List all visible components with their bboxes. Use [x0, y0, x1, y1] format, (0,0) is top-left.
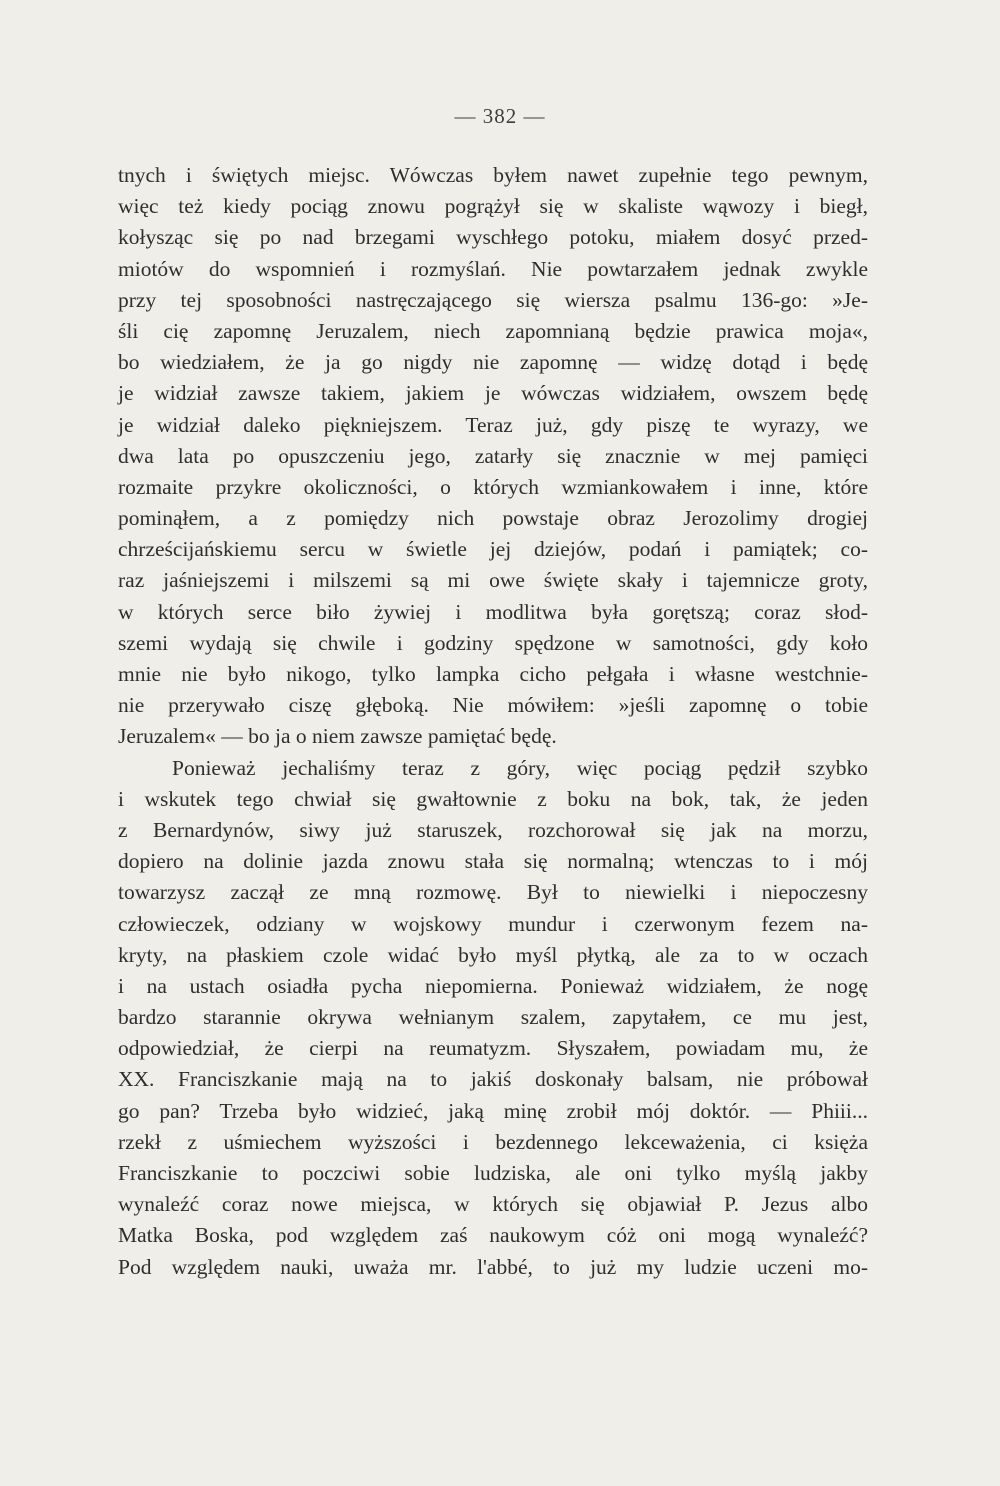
- text-line: szemi wydają się chwile i godziny spędzone w samotności, gdy koło: [118, 630, 868, 655]
- text-line: Jeruzalem« — bo ja o niem zawsze pamiętać będę.: [118, 724, 557, 749]
- paragraph: [118, 160, 868, 753]
- text-line: je widział zawsze takiem, jakiem je wówczas widziałem, owszem będę: [118, 381, 868, 406]
- paragraph: [118, 753, 868, 1283]
- text-line: w których serce biło żywiej i modlitwa była gorętszą; coraz słod-: [118, 599, 868, 624]
- text-line: chrześcijańskiemu sercu w świetle jej dziejów, podań i pamiątek; co-: [118, 537, 868, 562]
- text-line: raz jaśniejszemi i milszemi są mi owe święte skały i tajemnicze groty,: [118, 568, 868, 593]
- body-text: [118, 160, 868, 1283]
- text-line: kołysząc się po nad brzegami wyschłego potoku, miałem dosyć przed-: [118, 225, 868, 250]
- text-line: kryty, na płaskiem czole widać było myśl płytką, ale za to w oczach: [118, 942, 868, 967]
- text-line: odpowiedział, że cierpi na reumatyzm. Słyszałem, powiadam mu, że: [118, 1036, 868, 1061]
- text-line: bo wiedziałem, że ja go nigdy nie zapomnę — widzę dotąd i będę: [118, 350, 868, 375]
- text-line: pominąłem, a z pomiędzy nich powstaje obraz Jerozolimy drogiej: [118, 506, 868, 531]
- text-line: mnie nie było nikogo, tylko lampka cicho pełgała i własne westchnie-: [118, 662, 868, 686]
- text-line: śli cię zapomnę Jeruzalem, niech zapomnianą będzie prawica moja«,: [118, 318, 868, 343]
- text-line: Ponieważ jechaliśmy teraz z góry, więc pociąg pędził szybko: [172, 755, 868, 780]
- text-line: i na ustach osiadła pycha niepomierna. Ponieważ widziałem, że nogę: [118, 973, 868, 998]
- text-line: je widział daleko piękniejszem. Teraz już, gdy piszę te wyrazy, we: [118, 412, 868, 437]
- text-line: i wskutek tego chwiał się gwałtownie z boku na bok, tak, że jeden: [118, 786, 868, 811]
- text-line: rzekł z uśmiechem wyższości i bezdennego lekceważenia, ci księża: [118, 1129, 868, 1154]
- text-line: rozmaite przykre okoliczności, o których wzmiankowałem i inne, które: [118, 474, 868, 499]
- text-line: dwa lata po opuszczeniu jego, zatarły się znacznie w mej pamięci: [118, 443, 868, 468]
- text-line: przy tej sposobności nastręczającego się wiersza psalmu 136-go: »Je-: [118, 287, 868, 312]
- text-line: Franciszkanie to poczciwi sobie ludziska, ale oni tylko myślą jakby: [118, 1161, 868, 1185]
- text-line: dopiero na dolinie jazda znowu stała się normalną; wtenczas to i mój: [118, 849, 868, 874]
- text-line: wynaleźć coraz nowe miejsca, w których się objawiał P. Jezus albo: [118, 1192, 868, 1217]
- text-line: tnych i świętych miejsc. Wówczas byłem nawet zupełnie tego pewnym,: [118, 163, 868, 187]
- text-line: towarzysz zaczął ze mną rozmowę. Był to niewielki i niepoczesny: [118, 880, 868, 905]
- text-line: bardzo starannie okrywa wełnianym szalem, zapytałem, ce mu jest,: [118, 1005, 868, 1030]
- text-line: XX. Franciszkanie mają na to jakiś doskonały balsam, nie próbował: [118, 1067, 868, 1092]
- text-line: więc też kiedy pociąg znowu pogrążył się w skaliste wąwozy i biegł,: [118, 194, 868, 219]
- text-line: Matka Boska, pod względem zaś naukowym cóż oni mogą wynaleźć?: [118, 1223, 868, 1248]
- text-line: człowieczek, odziany w wojskowy mundur i czerwonym fezem na-: [118, 911, 868, 936]
- text-line: Pod względem nauki, uważa mr. l'abbé, to już my ludzie uczeni mo-: [118, 1254, 868, 1279]
- text-line: miotów do wspomnień i rozmyślań. Nie powtarzałem jednak zwykle: [118, 256, 868, 281]
- text-line: go pan? Trzeba było widzieć, jaką minę zrobił mój doktór. — Phiii...: [118, 1098, 868, 1123]
- text-line: nie przerywało ciszę głęboką. Nie mówiłem: »jeśli zapomnę o tobie: [118, 693, 868, 718]
- text-line: z Bernardynów, siwy już staruszek, rozchorował się jak na morzu,: [118, 817, 868, 842]
- page-number: — 382 —: [454, 104, 546, 128]
